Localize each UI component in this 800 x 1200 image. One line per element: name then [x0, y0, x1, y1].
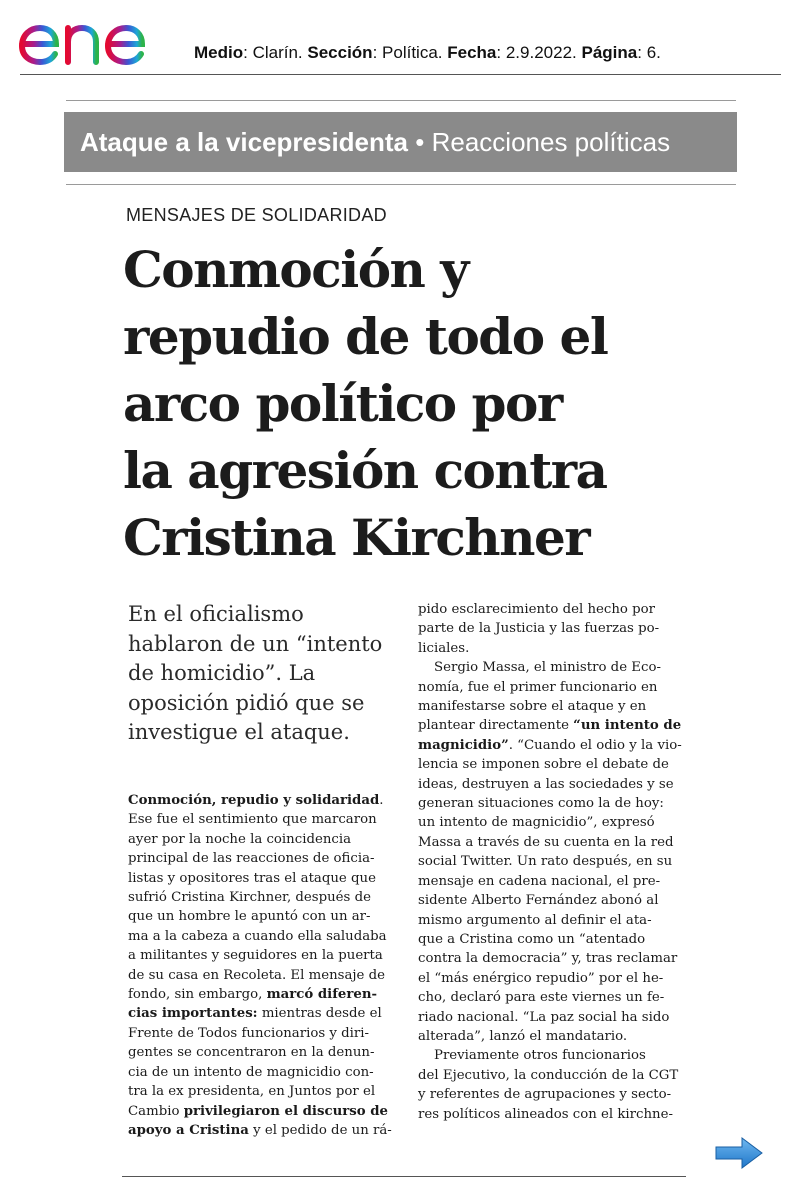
headline-line: Cristina Kirchner [123, 508, 590, 567]
body-line [418, 619, 684, 638]
body-line [128, 985, 392, 1004]
body-line [418, 891, 684, 910]
body-text: un intento de magnicidio”, expresó [418, 815, 655, 831]
deck-line: de homicidio”. La [128, 661, 316, 685]
body-line [128, 1024, 392, 1043]
deck-line: investigue el ataque. [128, 720, 350, 744]
body-line [128, 1082, 392, 1101]
body-text: parte de la Justicia y las fuerzas po- [418, 621, 660, 637]
body-line [418, 852, 684, 871]
deck-line: oposición pidió que se [128, 690, 365, 715]
body-line [418, 833, 684, 852]
enel-logo [16, 8, 186, 68]
body-text: res políticos alineados con el kirchne- [418, 1106, 673, 1122]
body-line [418, 658, 684, 677]
body-line [418, 678, 684, 697]
body-line [418, 1027, 684, 1046]
body-line [418, 794, 684, 813]
body-line [418, 949, 684, 968]
body-text: . “Cuando el odio y la vio- [508, 737, 682, 753]
seccion-label: Sección [307, 43, 373, 62]
body-line [418, 736, 684, 755]
body-text: tra la ex presidenta, en Juntos por el [128, 1084, 376, 1100]
body-text: Ese fue el sentimiento que marcaron [128, 812, 377, 828]
body-line [128, 966, 392, 985]
headline-line: repudio de todo el [123, 307, 608, 366]
body-text: principal de las reacciones de oficia- [128, 851, 375, 867]
body-line [418, 1066, 684, 1085]
body-text: de su casa en Recoleta. El mensaje de [128, 967, 385, 983]
medio-value: Clarín. [252, 43, 303, 62]
body-line [128, 1004, 392, 1023]
body-text: y el pedido de un rá- [248, 1122, 392, 1138]
pagina-value: 6. [646, 43, 661, 62]
header-divider [20, 74, 781, 75]
body-text: liciales. [418, 640, 470, 656]
body-line [128, 849, 392, 868]
body-text: mientras desde el [257, 1006, 382, 1022]
body-bold-text: magnicidio” [418, 737, 509, 753]
body-line [418, 872, 684, 891]
body-text: y referentes de agrupaciones y secto- [418, 1087, 672, 1103]
body-line [128, 830, 392, 849]
body-text: pido esclarecimiento del hecho por [418, 602, 656, 617]
body-line [418, 716, 684, 735]
body-line [418, 988, 684, 1007]
body-line [128, 1121, 392, 1140]
body-text: sufrió Cristina Kirchner, después de [128, 890, 371, 906]
body-line [128, 1102, 392, 1121]
body-text: el “más enérgico repudio” por el he- [418, 970, 664, 986]
body-bold-text: “un intento de [573, 718, 682, 734]
section-bullet: • [415, 127, 425, 157]
headline-line: Conmoción y [123, 240, 468, 299]
body-text: ayer por la noche la coincidencia [128, 831, 352, 847]
body-bold-text: apoyo a Cristina [128, 1122, 249, 1138]
body-text: mismo argumento al definir el ata- [418, 912, 652, 928]
seccion-value: Política. [382, 43, 443, 62]
body-text: que a Cristina como un “atentado [418, 931, 646, 947]
body-line [418, 1008, 684, 1027]
body-text: mensaje en cadena nacional, el pre- [418, 873, 661, 889]
body-text: cho, declaró para este viernes un fe- [418, 990, 665, 1006]
body-text: alterada”, lanzó el mandatario. [418, 1028, 628, 1044]
body-bold-text: Conmoción, repudio y solidaridad [128, 793, 380, 808]
body-text: sidente Alberto Fernández abonó al [418, 893, 659, 909]
body-line [128, 888, 392, 907]
body-column-1 [128, 791, 392, 1140]
body-text: fondo, sin embargo, [128, 987, 267, 1003]
body-text: Sergio Massa, el ministro de Eco- [434, 660, 661, 676]
body-line [418, 813, 684, 832]
body-line [128, 810, 392, 829]
body-line [128, 1043, 392, 1062]
deck-line: En el oficialismo [128, 602, 304, 626]
article-headline [123, 236, 743, 571]
body-line [418, 911, 684, 930]
section-main: Ataque a la vicepresidenta [80, 127, 409, 157]
body-text: riado nacional. “La paz social ha sido [418, 1009, 670, 1025]
document-meta: Medio: Clarín. Sección: Política. Fecha: 2.9.2022. Página: 6. [194, 43, 661, 62]
body-line [418, 1085, 684, 1104]
body-line [418, 600, 684, 619]
body-line [128, 1063, 392, 1082]
body-text: manifestarse sobre el ataque y en [418, 699, 647, 715]
arrow-right-icon[interactable] [714, 1135, 764, 1171]
body-line [418, 697, 684, 716]
body-text: plantear directamente [418, 718, 574, 734]
body-line [128, 946, 392, 965]
body-text: listas y opositores tras el ataque que [128, 870, 376, 886]
body-line [128, 907, 392, 926]
pagina-label: Página [581, 43, 638, 62]
body-text: del Ejecutivo, la conducción de la CGT [418, 1067, 679, 1083]
body-line [418, 775, 684, 794]
fecha-value: 2.9.2022. [505, 43, 577, 62]
body-text: social Twitter. Un rato después, en su [418, 854, 673, 870]
body-bold-text: marcó diferen- [266, 987, 378, 1003]
band-top-rule [66, 100, 736, 101]
logo-text: enel [16, 8, 19, 9]
body-line [418, 1105, 684, 1124]
band-bottom-rule [66, 184, 736, 185]
footer-divider [122, 1176, 686, 1177]
headline-line: la agresión contra [123, 441, 607, 500]
body-line [418, 969, 684, 988]
medio-label: Medio [194, 43, 244, 62]
headline-line: arco político por [123, 374, 562, 433]
body-text: a militantes y seguidores en la puerta [128, 948, 383, 964]
body-text: ideas, destruyen a las sociedades y se [418, 776, 674, 792]
body-line [128, 927, 392, 946]
body-line [418, 1046, 684, 1065]
body-text: Massa a través de su cuenta en la red [418, 834, 674, 850]
body-line [128, 869, 392, 888]
article-kicker: MENSAJES DE SOLIDARIDAD [126, 205, 387, 225]
body-text: Frente de Todos funcionarios y diri- [128, 1025, 369, 1041]
body-column-2 [418, 600, 684, 1124]
body-text: contra la democracia” y, tras reclamar [418, 951, 678, 967]
body-text: gentes se concentraron en la denun- [128, 1045, 375, 1061]
article-deck [128, 600, 398, 748]
body-text: que un hombre le apuntó con un ar- [128, 909, 371, 925]
body-text: nomía, fue el primer funcionario en [418, 679, 658, 695]
body-text: ma a la cabeza a cuando ella saludaba [128, 928, 387, 944]
fecha-label: Fecha [447, 43, 497, 62]
body-text: . [379, 793, 384, 808]
section-sub: Reacciones políticas [431, 127, 671, 157]
body-line [418, 755, 684, 774]
section-band [64, 112, 737, 172]
body-line [128, 791, 392, 810]
body-line [418, 930, 684, 949]
body-bold-text: cias importantes: [128, 1006, 258, 1022]
body-text: generan situaciones como la de hoy: [418, 796, 664, 812]
body-text: cia de un intento de magnicidio con- [128, 1064, 374, 1080]
body-text: Previamente otros funcionarios [434, 1048, 646, 1064]
body-line [418, 639, 684, 658]
deck-line: hablaron de un “intento [128, 631, 383, 656]
body-bold-text: privilegiaron el discurso de [183, 1103, 388, 1119]
body-text: Cambio [128, 1103, 184, 1119]
body-text: lencia se imponen sobre el debate de [418, 757, 669, 773]
